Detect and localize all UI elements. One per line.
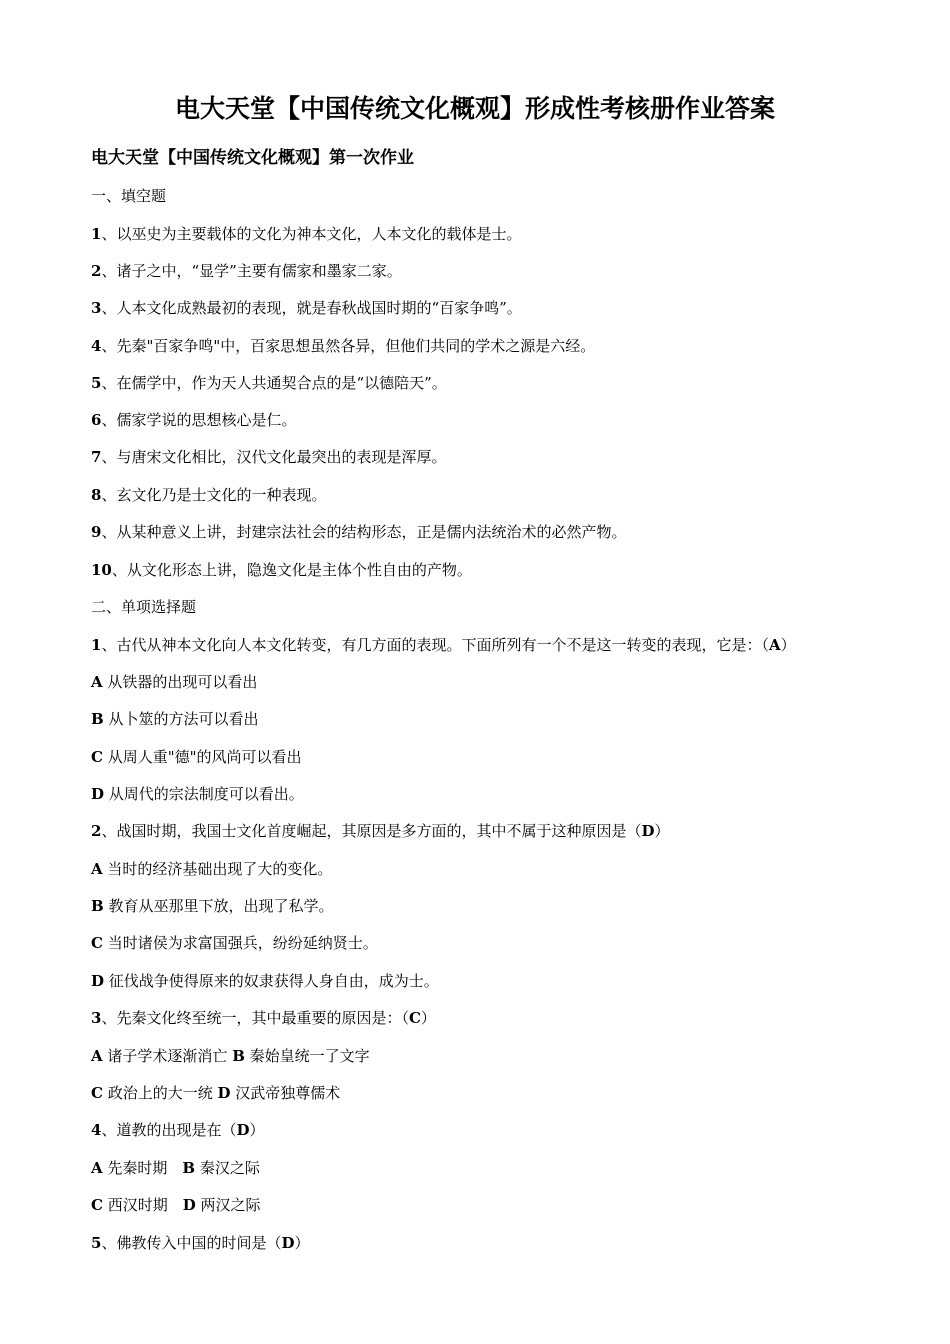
fill-blank-item: 1、以巫史为主要载体的文化为神本文化，人本文化的载体是士。 (91, 225, 522, 243)
question-4: 4、道教的出现是在（D） (91, 1121, 265, 1139)
option: B 从卜筮的方法可以看出 (91, 710, 259, 728)
fill-blank-item: 6、儒家学说的思想核心是仁。 (91, 411, 297, 429)
assignment-title: 电大天堂【中国传统文化概观】第一次作业 (91, 148, 414, 168)
question-5: 5、佛教传入中国的时间是（D） (91, 1234, 310, 1252)
document-title: 电大天堂【中国传统文化概观】形成性考核册作业答案 (174, 94, 775, 123)
option: C 从周人重"德"的风尚可以看出 (91, 748, 302, 766)
option-row: C 政治上的大一统 D 汉武帝独尊儒术 (91, 1084, 341, 1102)
section-heading-fill-blank: 一、填空题 (91, 187, 167, 205)
answer: A (768, 636, 781, 654)
fill-blank-item: 2、诸子之中，“显学”主要有儒家和墨家二家。 (91, 262, 402, 280)
option-row: A 诸子学术逐渐消亡 B 秦始皇统一了文字 (91, 1047, 370, 1065)
answer: D (236, 1121, 250, 1139)
question-1: 1、古代从神本文化向人本文化转变，有几方面的表现。下面所列有一个不是这一转变的表现，它是：（A） (91, 636, 796, 654)
answer: D (641, 822, 655, 840)
option: A 当时的经济基础出现了大的变化。 (91, 860, 333, 878)
fill-blank-item: 5、在儒学中，作为天人共通契合点的是“以德陪天”。 (91, 374, 447, 392)
answer: D (281, 1234, 295, 1252)
option: C 当时诸侯为求富国强兵，纷纷延纳贤士。 (91, 934, 378, 952)
option: B 教育从巫那里下放，出现了私学。 (91, 897, 334, 915)
fill-blank-item: 9、从某种意义上讲，封建宗法社会的结构形态，正是儒内法统治术的必然产物。 (91, 523, 627, 541)
fill-blank-item: 4、先秦"百家争鸣"中，百家思想虽然各异，但他们共同的学术之源是六经。 (91, 337, 596, 355)
option: D 从周代的宗法制度可以看出。 (91, 785, 304, 803)
section-heading-single-choice: 二、单项选择题 (91, 598, 197, 616)
option-row: A 先秦时期 B 秦汉之际 (91, 1159, 260, 1177)
option: A 从铁器的出现可以看出 (91, 673, 258, 691)
option-row: C 西汉时期 D 两汉之际 (91, 1196, 261, 1214)
question-2: 2、战国时期，我国士文化首度崛起，其原因是多方面的，其中不属于这种原因是（D） (91, 822, 670, 840)
fill-blank-item: 10、从文化形态上讲，隐逸文化是主体个性自由的产物。 (91, 561, 472, 579)
question-3: 3、先秦文化终至统一，其中最重要的原因是：（C） (91, 1009, 436, 1027)
answer: C (408, 1009, 421, 1027)
fill-blank-item: 7、与唐宋文化相比，汉代文化最突出的表现是浑厚。 (91, 448, 447, 466)
fill-blank-item: 8、玄文化乃是士文化的一种表现。 (91, 486, 327, 504)
option: D 征伐战争使得原来的奴隶获得人身自由，成为士。 (91, 972, 439, 990)
fill-blank-item: 3、人本文化成熟最初的表现，就是春秋战国时期的“百家争鸣”。 (91, 299, 522, 317)
